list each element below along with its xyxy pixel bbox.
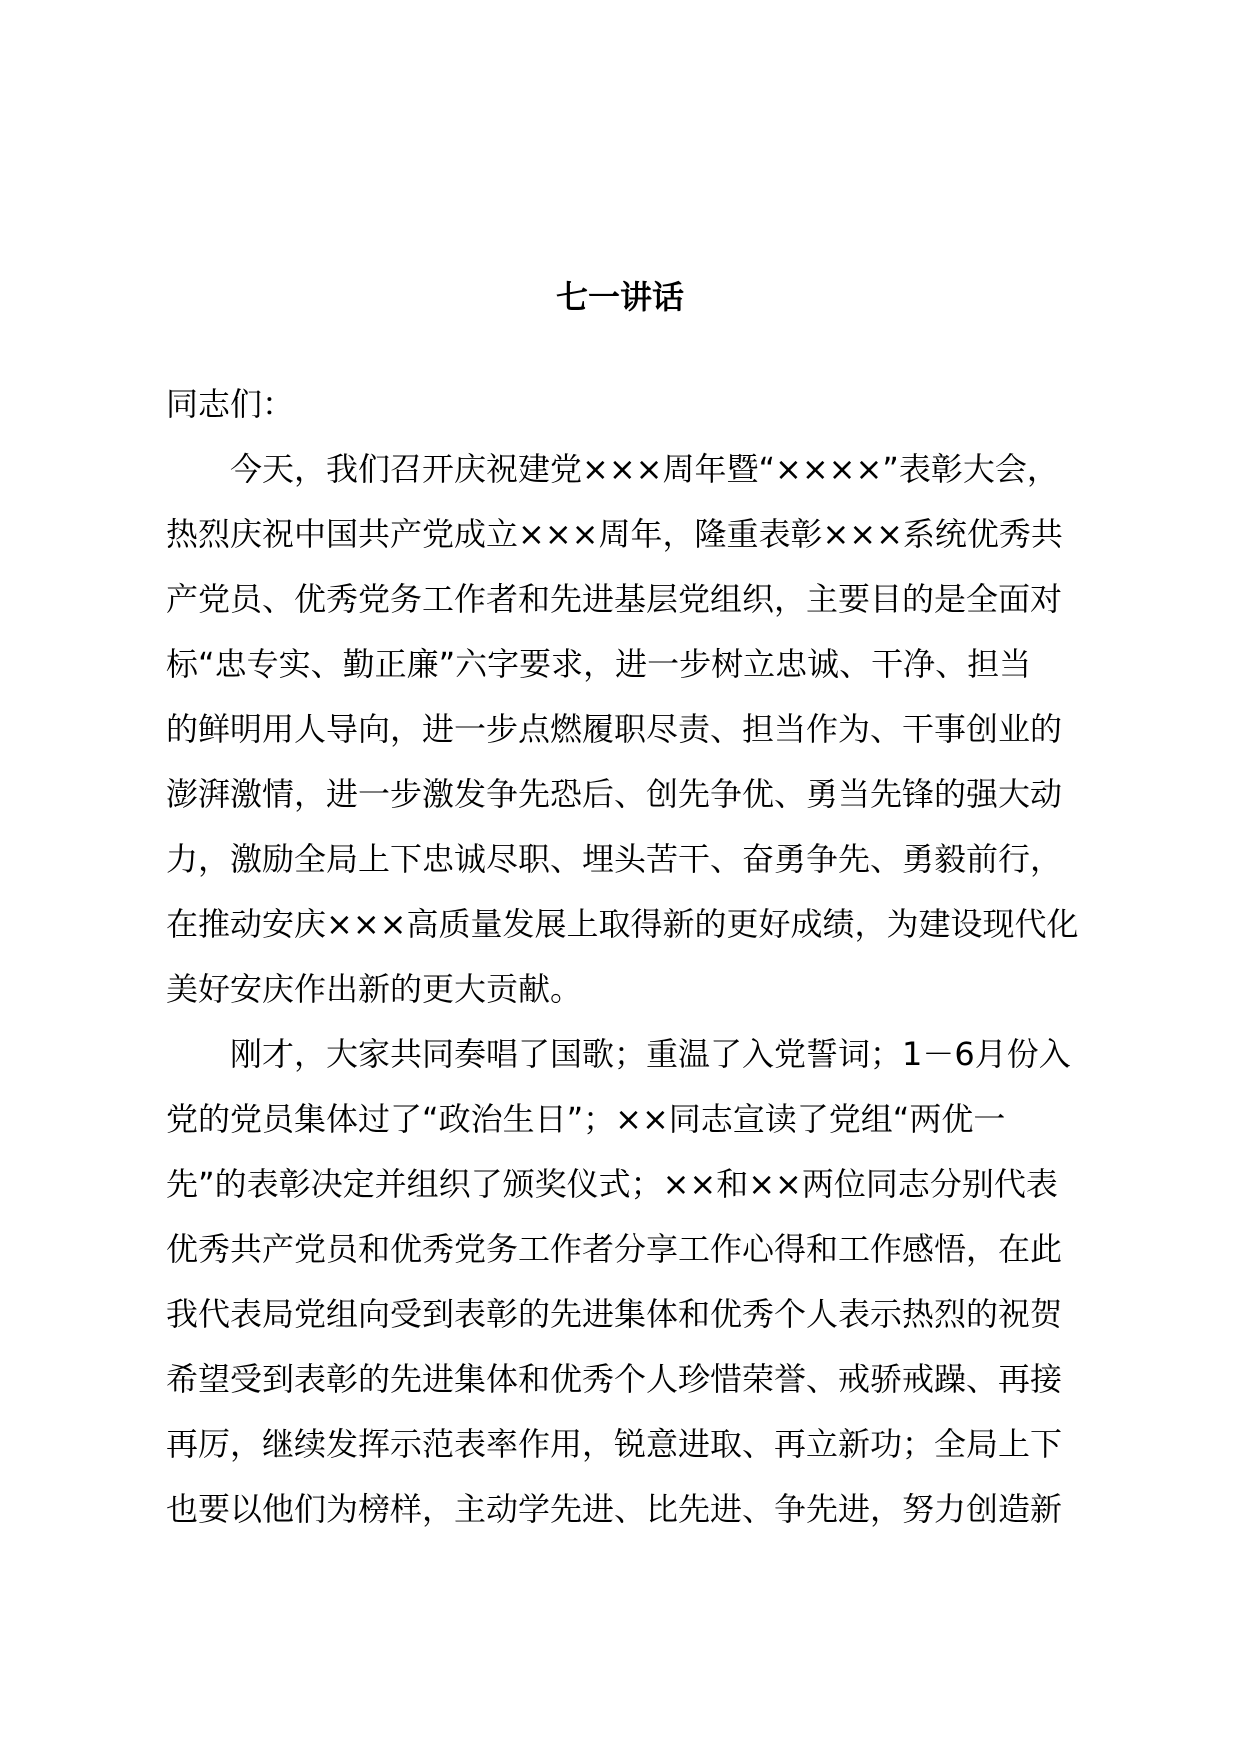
paragraph-line: 美好安庆作出新的更大贡献。 <box>166 970 583 1008</box>
paragraph-line: 今天，我们召开庆祝建党×××周年暨“××××”表彰大会， <box>230 450 1059 488</box>
paragraph-line: 的鲜明用人导向，进一步点燃履职尽责、担当作为、干事创业的 <box>166 710 1063 748</box>
paragraph-line: 优秀共产党员和优秀党务工作者分享工作心得和工作感悟，在此 <box>166 1230 1063 1268</box>
paragraph-line: 标“忠专实、勤正廉”六字要求，进一步树立忠诚、干净、担当 <box>166 645 1032 683</box>
paragraph-line: 在推动安庆×××高质量发展上取得新的更好成绩，为建设现代化 <box>166 905 1079 943</box>
paragraph-line: 希望受到表彰的先进集体和优秀个人珍惜荣誉、戒骄戒躁、再接 <box>166 1360 1063 1398</box>
paragraph-line: 也要以他们为榜样，主动学先进、比先进、争先进，努力创造新 <box>166 1490 1063 1528</box>
paragraph-line: 再厉，继续发挥示范表率作用，锐意进取、再立新功；全局上下 <box>166 1425 1063 1463</box>
document-title: 七一讲话 <box>555 278 684 316</box>
paragraph-2 <box>166 1022 1114 1542</box>
paragraph-line: 党的党员集体过了“政治生日”；××同志宣读了党组“两优一 <box>166 1100 1006 1138</box>
paragraph-line: 澎湃激情，进一步激发争先恐后、创先争优、勇当先锋的强大动 <box>166 775 1063 813</box>
document-body <box>166 372 1114 1542</box>
paragraph-line: 刚才，大家共同奏唱了国歌；重温了入党誓词；1－6月份入 <box>230 1035 1071 1073</box>
paragraph-line: 我代表局党组向受到表彰的先进集体和优秀个人表示热烈的祝贺 <box>166 1295 1063 1333</box>
paragraph-line: 产党员、优秀党务工作者和先进基层党组织，主要目的是全面对 <box>166 580 1063 618</box>
paragraph-line: 先”的表彰决定并组织了颁奖仪式；××和××两位同志分别代表 <box>166 1165 1058 1203</box>
paragraph-1 <box>166 437 1114 1022</box>
paragraph-line: 力，激励全局上下忠诚尽职、埋头苦干、奋勇争先、勇毅前行， <box>166 840 1063 878</box>
paragraph-line: 热烈庆祝中国共产党成立×××周年，隆重表彰×××系统优秀共 <box>166 515 1063 553</box>
salutation: 同志们： <box>166 385 295 423</box>
